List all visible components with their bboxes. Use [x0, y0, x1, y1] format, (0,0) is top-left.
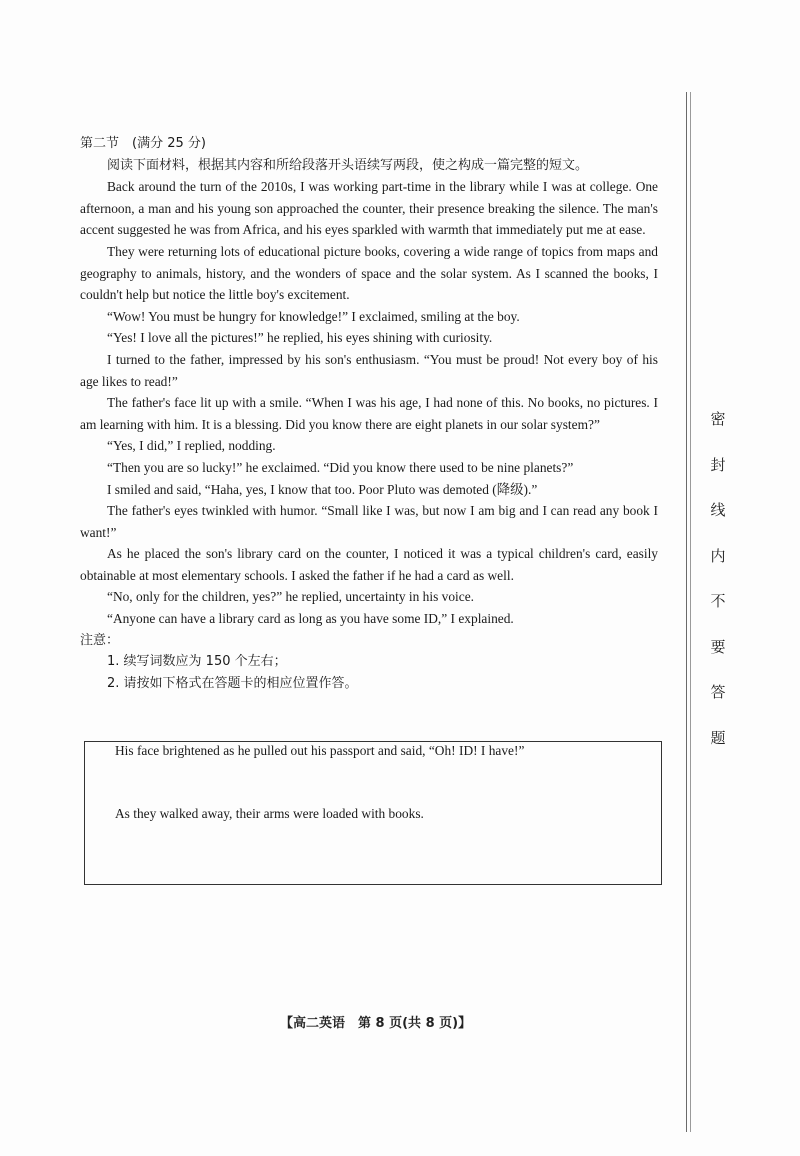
passage-paragraph: “Yes, I did,” I replied, nodding.: [107, 438, 276, 454]
binding-margin-line: [686, 92, 687, 1132]
passage-paragraph: The father's eyes twinkled with humor. “Small like I was, but now I am big and I can read any book I want!”: [80, 503, 658, 540]
note-item: 2. 请按如下格式在答题卡的相应位置作答。: [107, 675, 358, 691]
binding-char: 要: [710, 637, 726, 656]
binding-char: 封: [710, 455, 726, 474]
answer-box: [84, 741, 662, 885]
binding-char: 不: [710, 592, 726, 610]
binding-char: 线: [710, 501, 726, 519]
passage-paragraph: “Anyone can have a library card as long as you have some ID,” I explained.: [107, 611, 514, 627]
passage-paragraph: The father's face lit up with a smile. “When I was his age, I had none of this. No books, no pictures. I am learning with him. It is a blessing. Did you know there are eight planets in our solar system?”: [80, 395, 658, 432]
binding-char: 内: [710, 546, 726, 565]
page-footer: 【高二英语 第 8 页(共 8 页)】: [280, 1016, 472, 1031]
binding-char: 答: [710, 683, 726, 701]
passage-paragraph: As he placed the son's library card on the counter, I noticed it was a typical children's card, easily obtainable at most elementary schools. I asked the father if he had a card as well.: [80, 546, 658, 583]
passage-paragraph: “Wow! You must be hungry for knowledge!” I exclaimed, smiling at the boy.: [107, 308, 520, 324]
paragraph-opening-2: As they walked away, their arms were loaded with books.: [115, 806, 424, 821]
question-content: [80, 133, 658, 694]
passage-paragraph: I smiled and said, “Haha, yes, I know that too. Poor Pluto was demoted (降级).”: [107, 481, 538, 497]
passage-paragraph: Back around the turn of the 2010s, I was working part-time in the library while I was at college. One afternoon, a man and his young son approached the counter, their presence breaking the silence. The man's accent suggested he was from Africa, and his eyes sparkled with warmth that immediately put me at ease.: [80, 179, 658, 238]
passage-paragraph: I turned to the father, impressed by his son's enthusiasm. “You must be proud! Not every boy of his age likes to read!”: [80, 351, 658, 389]
passage-paragraph: “Then you are so lucky!” he exclaimed. “Did you know there used to be nine planets?”: [107, 459, 574, 475]
notes-label: 注意：: [80, 632, 120, 648]
paragraph-opening-1: His face brightened as he pulled out his passport and said, “Oh! ID! I have!”: [115, 743, 525, 758]
passage-paragraph: They were returning lots of educational picture books, covering a wide range of topics from maps and geography to animals, history, and the wonders of space and the solar system. As I scanned the books, I couldn't help but notice the little boy's excitement.: [80, 243, 658, 303]
section-instruction: 阅读下面材料，根据其内容和所给段落开头语续写两段，使之构成一篇完整的短文。: [107, 157, 589, 173]
binding-char: 题: [710, 728, 726, 747]
note-item: 1. 续写词数应为 150 个左右；: [107, 654, 287, 670]
passage-paragraph: “Yes! I love all the pictures!” he replied, his eyes shining with curiosity.: [107, 330, 493, 346]
binding-char: 密: [710, 410, 726, 428]
binding-margin-line-inner: [690, 92, 691, 1132]
section-title: 第二节 (满分 25 分): [80, 136, 206, 151]
binding-warning: [706, 408, 730, 772]
passage-paragraph: “No, only for the children, yes?” he replied, uncertainty in his voice.: [107, 589, 475, 605]
